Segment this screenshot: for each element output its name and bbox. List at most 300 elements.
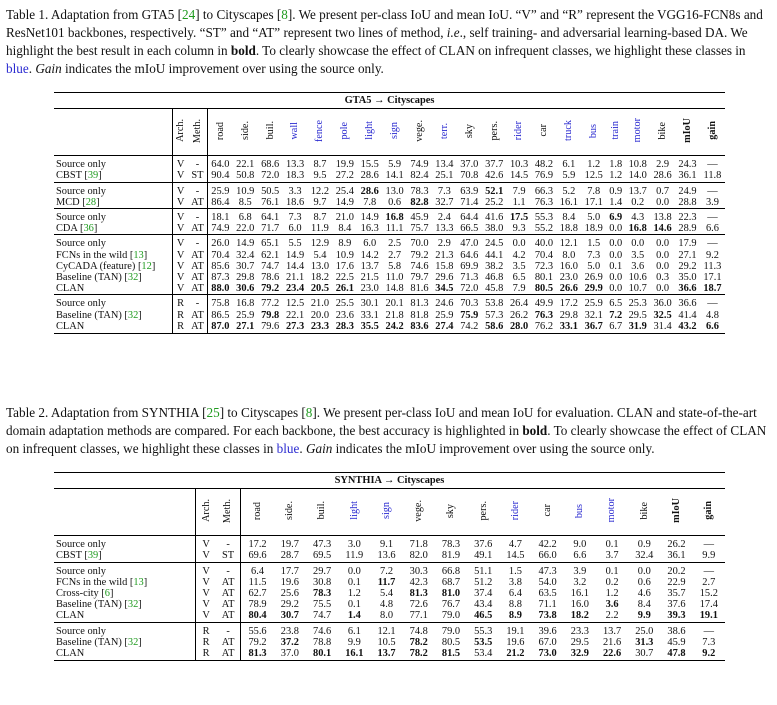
value-cell: 23.6 (335, 309, 354, 321)
value-cell: 26.9 (584, 272, 603, 284)
value-cell: 70.4 (534, 249, 554, 261)
column-header (332, 109, 357, 156)
value-cell: 0.0 (609, 283, 623, 295)
value-cell: 24.2 (382, 321, 407, 334)
column-header-label: buil. (316, 501, 328, 520)
value-cell: 9.3 (512, 223, 526, 235)
value-cell: 12.5 (283, 295, 308, 310)
value-cell: 29.5 (628, 309, 647, 321)
value-cell: 66.5 (460, 223, 479, 235)
value-cell: 19.9 (335, 159, 354, 171)
column-header-label: Meth. (222, 498, 234, 523)
method-name: MCD [28] (56, 196, 100, 208)
value-cell: 66.8 (435, 562, 467, 577)
arch-cell: V (196, 550, 216, 562)
value-cell: 23.3 (308, 321, 333, 334)
method-name: Baseline (TAN) [32] (56, 272, 142, 284)
method-name: Source only (56, 159, 106, 171)
citation-link[interactable]: 6 (104, 588, 110, 600)
column-header (233, 109, 258, 156)
value-cell: 63.5 (538, 588, 557, 600)
value-cell: 11.5 (241, 577, 274, 588)
value-cell: 32.4 (635, 550, 654, 562)
value-cell: 24.6 (432, 295, 457, 310)
column-header (283, 109, 308, 156)
value-cell: 13.7 (625, 182, 650, 197)
value-cell: 51.1 (467, 562, 499, 577)
column-header (606, 109, 625, 156)
method-type-cell: AT (221, 610, 235, 622)
column-header-label: gain (706, 121, 718, 140)
value-cell: 35.5 (357, 321, 382, 334)
value-cell: 25.9 (207, 182, 232, 197)
value-cell: 4.2 (512, 249, 526, 261)
value-cell: 0.1 (347, 599, 361, 611)
column-header (306, 489, 338, 536)
value-cell: 16.8 (233, 295, 258, 310)
value-cell: — (700, 295, 725, 310)
value-cell: 7.3 (587, 249, 601, 261)
value-cell: 18.8 (559, 223, 578, 235)
method-name: CDA [36] (56, 223, 98, 235)
citation-link[interactable]: 8 (305, 405, 313, 420)
value-cell: 2.7 (702, 576, 716, 588)
column-header (196, 489, 216, 536)
value-cell: 8.4 (637, 599, 651, 611)
value-cell: 6.4 (241, 562, 274, 577)
value-cell: 7.3 (432, 182, 457, 197)
value-cell: 7.2 (370, 562, 402, 577)
citation-link[interactable]: 25 (206, 405, 220, 420)
value-cell: 81.3 (409, 588, 428, 600)
value-cell: 15.5 (360, 159, 379, 171)
column-header-label: Arch. (200, 499, 212, 523)
value-cell: 29.5 (570, 636, 589, 648)
value-cell: 0.0 (656, 196, 670, 208)
method-type-cell: AT (221, 636, 235, 648)
value-cell: 21.6 (602, 636, 622, 648)
value-cell: 25.9 (435, 309, 454, 321)
value-cell: 29.2 (280, 599, 299, 611)
value-cell: 81.8 (410, 309, 429, 321)
value-cell: 69.6 (241, 550, 274, 562)
value-cell: 6.8 (233, 209, 258, 224)
value-cell: 9.0 (573, 539, 587, 551)
value-cell: 16.8 (628, 223, 647, 235)
column-header-label: light (364, 121, 376, 140)
method-type-cell: - (195, 159, 200, 171)
value-cell: 32.5 (653, 309, 672, 321)
table-row (54, 182, 725, 197)
value-cell: 6.9 (606, 209, 625, 224)
value-cell: 7.8 (581, 182, 606, 197)
column-header (216, 489, 241, 536)
column-header-label: mIoU (670, 498, 682, 524)
value-cell: 6.4 (508, 588, 522, 600)
header-cell-empty (54, 109, 173, 156)
value-cell: 28.6 (357, 182, 382, 197)
value-cell: 53.5 (474, 636, 493, 648)
value-cell: 24.5 (482, 235, 507, 250)
value-cell: 74.2 (457, 321, 482, 334)
value-cell: 39.3 (667, 610, 686, 622)
value-cell: 2.5 (382, 235, 407, 250)
method-type-cell: - (216, 562, 241, 577)
citation-link[interactable]: 32 (127, 272, 139, 284)
value-cell: 36.1 (678, 170, 697, 182)
arch-cell: R (173, 295, 188, 310)
value-cell: 0.9 (637, 539, 651, 551)
value-cell: 48.2 (534, 159, 554, 171)
value-cell: 81.9 (441, 550, 461, 562)
arch-cell: V (173, 156, 188, 171)
value-cell: 16.3 (360, 223, 379, 235)
value-cell: 87.3 (207, 272, 232, 283)
value-cell: 80.1 (534, 272, 554, 284)
value-cell: 57.3 (485, 309, 504, 321)
value-cell: 72.0 (261, 170, 280, 182)
value-cell: 72.3 (534, 260, 554, 272)
value-cell: 22.9 (667, 576, 686, 588)
value-cell: 12.1 (556, 235, 581, 250)
value-cell: 8.4 (338, 223, 352, 235)
table-row (54, 310, 725, 321)
method-type-cell: - (216, 622, 241, 637)
value-cell: 10.9 (335, 249, 354, 261)
column-header-label: wall (289, 121, 301, 140)
value-cell: 0.0 (656, 283, 670, 295)
value-cell: 12.9 (308, 235, 333, 250)
arch-cell: V (173, 209, 188, 224)
value-cell: 29.8 (236, 272, 255, 284)
column-header-label: mIoU (681, 118, 693, 144)
value-cell: 1.5 (499, 562, 531, 577)
value-cell: 53.8 (482, 295, 507, 310)
citation-link[interactable]: 8 (281, 7, 288, 22)
value-cell: 5.4 (380, 588, 394, 600)
method-type-cell: AT (191, 249, 204, 261)
column-header (370, 489, 402, 536)
column-header-label: side. (284, 501, 296, 521)
value-cell: 26.2 (509, 309, 529, 321)
value-cell: 79.8 (261, 309, 280, 321)
value-cell: 17.1 (703, 272, 722, 284)
citation-link[interactable]: 28 (85, 196, 97, 208)
table-row (54, 648, 725, 661)
value-cell: 0.0 (625, 235, 650, 250)
value-cell: 13.0 (310, 260, 330, 272)
value-cell: 18.3 (285, 170, 305, 182)
value-cell: 6.6 (705, 223, 719, 235)
column-header-label: train (610, 121, 622, 140)
value-cell: 43.4 (474, 599, 493, 611)
value-cell: 33.1 (360, 309, 379, 321)
value-cell: 63.9 (457, 182, 482, 197)
column-header-label: terr. (438, 122, 450, 139)
value-cell: 13.3 (285, 159, 305, 171)
column-header-label: rider (513, 120, 525, 141)
value-cell: 47.0 (457, 235, 482, 250)
value-cell: 78.9 (241, 599, 274, 610)
citation-link[interactable]: 32 (127, 599, 139, 611)
value-cell: 28.7 (280, 550, 299, 562)
value-cell: 29.9 (584, 283, 603, 295)
arch-cell: V (173, 272, 188, 283)
table-row (54, 599, 725, 610)
method-name: CLAN (54, 321, 173, 334)
column-header-label: car (538, 124, 550, 137)
value-cell: 34.5 (435, 283, 454, 295)
table-row (54, 209, 725, 224)
value-cell: 73.0 (532, 648, 564, 661)
value-cell: 70.0 (407, 235, 432, 250)
value-cell: 9.2 (693, 648, 725, 661)
value-cell: 8.0 (562, 249, 576, 261)
method-name: CyCADA (feature) [12] (56, 260, 156, 272)
value-cell: 20.5 (310, 283, 330, 295)
value-cell: 3.9 (564, 562, 596, 577)
method-type-cell: - (188, 209, 207, 224)
value-cell: 65.1 (258, 235, 283, 250)
value-cell: 70.3 (457, 295, 482, 310)
value-cell: 8.7 (313, 159, 327, 171)
column-header-label: bus (574, 503, 586, 518)
citation-link[interactable]: 36 (83, 223, 94, 235)
method-type-cell: ST (191, 170, 204, 182)
value-cell: 74.7 (261, 260, 280, 272)
value-cell: — (700, 235, 725, 250)
value-cell: 62.7 (241, 588, 274, 599)
value-cell: 0.2 (631, 196, 645, 208)
value-cell: — (707, 159, 718, 171)
value-cell: 3.2 (573, 576, 587, 588)
value-cell: 29.8 (559, 309, 578, 321)
value-cell: 23.4 (285, 283, 305, 295)
value-cell: 25.0 (628, 622, 660, 637)
value-cell: 7.3 (283, 209, 308, 224)
value-cell: 14.2 (360, 249, 379, 261)
column-header (596, 489, 628, 536)
method-name: CLAN (56, 283, 85, 295)
method-name: FCNs in the wild [13] (56, 249, 148, 261)
value-cell: 79.2 (410, 249, 429, 261)
method-type-cell: AT (191, 283, 204, 295)
value-cell: 19.7 (280, 539, 299, 551)
value-cell: 13.7 (360, 260, 379, 272)
value-cell: 28.8 (678, 196, 697, 208)
value-cell: 0.1 (596, 562, 628, 577)
value-cell: 9.9 (702, 550, 716, 562)
value-cell: 87.0 (207, 321, 232, 334)
column-header-label: bike (638, 501, 650, 520)
citation-link[interactable]: 39 (87, 170, 99, 182)
value-cell: — (693, 562, 725, 577)
value-cell: 3.6 (631, 260, 645, 272)
value-cell: 19.1 (699, 610, 718, 622)
value-cell: 6.1 (338, 622, 370, 637)
value-cell: 81.3 (241, 648, 274, 661)
table-row (54, 295, 725, 310)
value-cell: 51.2 (474, 576, 493, 588)
value-cell: 29.6 (435, 272, 454, 284)
value-cell: 78.3 (313, 588, 332, 600)
citation-link[interactable]: 24 (182, 7, 196, 22)
value-cell: 70.8 (460, 170, 479, 182)
value-cell: 30.3 (403, 562, 435, 577)
arch-cell: R (196, 622, 216, 637)
value-cell: 8.0 (380, 610, 394, 622)
citation-link[interactable]: 13 (133, 249, 144, 261)
arch-cell: V (173, 182, 188, 197)
value-cell: 41.6 (482, 209, 507, 224)
arch-cell: V (173, 283, 188, 295)
value-cell: 82.4 (410, 170, 429, 182)
value-cell: 35.7 (667, 588, 686, 600)
value-cell: 2.2 (605, 610, 619, 622)
value-cell: — (700, 209, 725, 224)
value-cell: 1.1 (512, 196, 526, 208)
table2-caption: Table 2. Adaptation from SYNTHIA [25] to Cityscapes [8]. We present per-class IoU and mean IoU for evaluation. CLAN and state-of-the-art domain adaptation methods are compared. For each backbone, the best accuracy is highlighted in bold. To clearly showcase the effect of CLAN on infrequent classes, we highlight these classes in blue. Gain indicates the mIoU improvement over using the source only. (6, 405, 767, 456)
value-cell: 41.4 (678, 309, 697, 321)
value-cell: 74.7 (313, 610, 332, 622)
citation-link[interactable]: 13 (133, 576, 144, 588)
value-cell: 9.5 (313, 170, 327, 182)
value-cell: 38.0 (485, 223, 504, 235)
column-header (660, 489, 692, 536)
value-cell: 11.9 (311, 223, 329, 235)
method-name: CLAN (54, 648, 196, 661)
method-name: Source only (54, 295, 173, 310)
arch-cell: V (173, 197, 188, 209)
value-cell: 39.6 (532, 622, 564, 637)
value-cell: 0.0 (656, 249, 670, 261)
value-cell: 7.3 (702, 636, 716, 648)
value-cell: — (693, 622, 725, 637)
column-header-label: sign (389, 122, 401, 140)
value-cell: 30.7 (628, 648, 660, 661)
method-type-cell: AT (188, 321, 207, 334)
value-cell: 23.3 (564, 622, 596, 637)
citation-link[interactable]: 32 (127, 309, 139, 321)
value-cell: 38.6 (660, 622, 692, 637)
value-cell: 26.1 (335, 283, 354, 295)
citation-link[interactable]: 39 (87, 550, 99, 562)
value-cell: 16.8 (382, 209, 407, 224)
table1-caption: Table 1. Adaptation from GTA5 [24] to Cityscapes [8]. We present per-class IoU and mean IoU. “V” and “R” represent the VGG16-FCN8s and ResNet101 backbones, respectively. “ST” and “AT” represent two lines of method, i.e., self training- and adversarial learning-based DA. We highlight the best result in each column in bold. To clearly showcase the effect of CLAN on infrequent classes, we highlight these classes in blue. Gain indicates the mIoU improvement over using the source only. (6, 7, 763, 76)
value-cell: 0.9 (606, 182, 625, 197)
value-cell: 6.6 (700, 321, 725, 334)
method-type-cell: AT (221, 599, 235, 611)
value-cell: 31.3 (635, 636, 654, 648)
value-cell: 5.0 (581, 209, 606, 224)
value-cell: 36.7 (581, 321, 606, 334)
value-cell: 36.1 (667, 550, 686, 562)
value-cell: 10.3 (509, 159, 529, 171)
value-cell: 27.2 (335, 170, 354, 182)
method-name: Source only (54, 562, 196, 577)
value-cell: 76.1 (261, 196, 280, 208)
value-cell: 78.3 (441, 539, 461, 551)
value-cell: 7.2 (609, 309, 623, 321)
table-row (54, 562, 725, 577)
value-cell: 8.7 (308, 209, 333, 224)
value-cell: 71.7 (261, 223, 280, 235)
column-header (693, 489, 725, 536)
value-cell: 45.8 (485, 283, 504, 295)
value-cell: 4.8 (380, 599, 394, 611)
value-cell: 79.6 (258, 321, 283, 334)
value-cell: 23.0 (559, 272, 578, 284)
value-cell: 74.9 (410, 159, 429, 171)
citation-link[interactable]: 32 (127, 636, 139, 648)
value-cell: 0.0 (650, 235, 675, 250)
value-cell: 16.1 (559, 196, 578, 208)
value-cell: 82.8 (410, 196, 429, 208)
value-cell: 0.0 (609, 272, 623, 284)
value-cell: 1.8 (609, 159, 623, 171)
value-cell: 78.6 (261, 272, 280, 284)
value-cell: 0.2 (605, 576, 619, 588)
value-cell: 5.9 (562, 170, 576, 182)
value-cell: 58.6 (482, 321, 507, 334)
value-cell: 17.6 (335, 260, 354, 272)
arch-cell: V (196, 588, 216, 599)
value-cell: 55.3 (467, 622, 499, 637)
value-cell: 78.8 (313, 636, 332, 648)
column-header (338, 489, 370, 536)
citation-link[interactable]: 12 (141, 260, 152, 272)
value-cell: 0.0 (628, 562, 660, 577)
value-cell: 25.6 (280, 588, 299, 600)
value-cell: 42.3 (409, 576, 428, 588)
table-row (54, 550, 725, 562)
value-cell: 17.5 (507, 209, 532, 224)
value-cell: 40.0 (532, 235, 557, 250)
value-cell: 31.9 (625, 321, 650, 334)
value-cell: 43.2 (675, 321, 700, 334)
value-cell: 0.0 (656, 260, 670, 272)
table-row (54, 577, 725, 588)
column-header (581, 109, 606, 156)
value-cell: 23.0 (360, 283, 379, 295)
value-cell: 14.9 (285, 249, 305, 261)
value-cell: 76.2 (532, 321, 557, 334)
value-cell: 21.3 (435, 249, 454, 261)
column-header-label: buil. (264, 121, 276, 140)
value-cell: 14.4 (285, 260, 305, 272)
column-header (482, 109, 507, 156)
value-cell: 14.1 (385, 170, 404, 182)
value-cell: 5.2 (556, 182, 581, 197)
value-cell: 1.2 (347, 588, 361, 600)
value-cell: 50.8 (236, 170, 255, 182)
value-cell: 28.6 (360, 170, 379, 182)
value-cell: 8.8 (508, 599, 522, 611)
arch-cell: V (196, 536, 216, 551)
value-cell: 17.9 (675, 235, 700, 250)
value-cell: 54.0 (538, 576, 557, 588)
value-cell: 49.9 (532, 295, 557, 310)
value-cell: 80.4 (241, 610, 274, 622)
value-cell: 25.3 (625, 295, 650, 310)
value-cell: 0.1 (609, 260, 623, 272)
value-cell: 4.8 (705, 309, 719, 321)
value-cell: 2.9 (432, 235, 457, 250)
value-cell: 53.4 (467, 648, 499, 661)
table-row (54, 588, 725, 599)
value-cell: 79.2 (241, 637, 274, 648)
value-cell: 31.4 (650, 321, 675, 334)
